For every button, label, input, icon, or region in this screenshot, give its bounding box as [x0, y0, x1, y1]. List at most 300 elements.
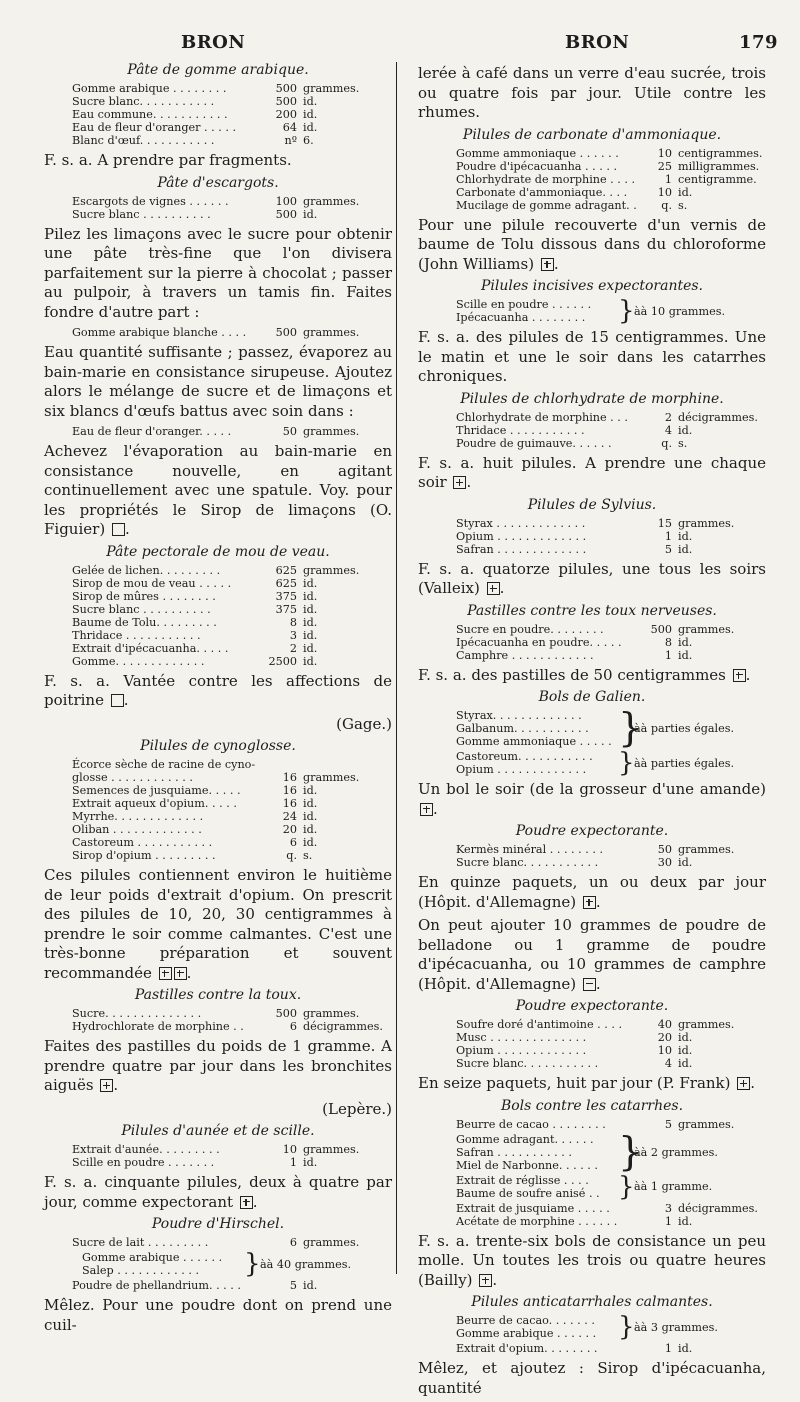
ingredient-unit: grammes. [303, 1143, 360, 1156]
page-number: 179 [739, 32, 779, 53]
ingredient-quantity: 100 [275, 194, 297, 208]
ingredient-unit: centigrammes. [678, 146, 763, 160]
ingredient-unit: id. [303, 589, 318, 603]
ingredient-unit: grammes. [678, 1117, 735, 1131]
ingredient-quantity: 10 [657, 146, 672, 160]
ingredient-quantity [259, 758, 303, 771]
ingredient-name: Poudre de phellandrium. . . . . [72, 1279, 241, 1292]
ingredient-row [418, 437, 766, 450]
instruction-text-span: Un bol le soir (de la grosseur d'une amande) [418, 780, 766, 798]
ingredient-name: Chlorhydrate de morphine . . . [456, 410, 628, 424]
grouped-ingredient-names [44, 1251, 244, 1277]
ingredient-unit: id. [678, 1214, 693, 1228]
ingredient-unit: id. [303, 576, 318, 590]
ingredient-name: Scille en poudre . . . . . . [456, 298, 592, 311]
boxed-plus-icon [737, 1077, 750, 1090]
ingredient-name: Castoreum. . . . . . . . . . . [456, 750, 593, 763]
ingredient-quantity: 375 [275, 602, 297, 616]
ingredient-name: Écorce sèche de racine de cyno- [72, 758, 256, 771]
ingredient-unit: grammes. [678, 1018, 735, 1031]
ingredient-unit: grammes. [303, 425, 360, 438]
ingredient-name: Poudre de guimauve. . . . . . [456, 436, 612, 450]
ingredient-row [44, 642, 392, 655]
ingredient-name: Sucre blanc. . . . . . . . . . . [72, 95, 215, 108]
brace-icon: } [244, 1249, 261, 1279]
ingredient-name: Sucre blanc. . . . . . . . . . . [456, 856, 599, 869]
instruction-text-span: En seize paquets, huit par jour (P. Frank) [418, 1074, 731, 1092]
ingredient-row [44, 771, 392, 784]
ingredient-quantity: 1 [664, 1342, 672, 1355]
ingredient-unit: 6. [303, 134, 314, 147]
instruction-text: Mêlez. Pour une poudre dont on prend une cuil- [44, 1296, 392, 1334]
instruction-text-span: En quinze paquets, un ou deux par jour (Hôpit. d'Allemagne) [418, 873, 766, 911]
ingredient-name: Sucre en poudre. . . . . . . . [456, 622, 604, 636]
ingredient-row [44, 629, 392, 642]
ingredient-quantity: 8 [289, 615, 297, 629]
grouped-ingredient-names [418, 1174, 618, 1200]
grouped-ingredient-names [418, 709, 618, 748]
ingredient-unit: grammes. [678, 516, 735, 530]
ingredient-row [418, 1044, 766, 1057]
ingredient-row [44, 823, 392, 836]
ingredient-quantity: 16 [282, 771, 297, 784]
ingredient-name: Thridace . . . . . . . . . . . [72, 628, 201, 642]
ingredient-row [418, 636, 766, 649]
ingredient-name: Chlorhydrate de morphine . . . . [456, 172, 636, 186]
instruction-text: Ces pilules contiennent environ le huitième de leur poids d'extrait d'opium. On prescrit des pilules de 10, 20, 30 centigrammes à prendre le soir comme calmantes. C'est une très-bonne préparation et souvent recommandée . [44, 866, 392, 982]
instruction-text: F. s. a. quatorze pilules, une tous les soirs (Valleix) . [418, 559, 766, 597]
ingredient-list [418, 1202, 766, 1228]
ingredient-quantity: 6 [289, 1236, 297, 1249]
running-head-left: BRON [181, 32, 246, 53]
ingredient-unit: décigrammes. [303, 1020, 383, 1033]
ingredient-row [44, 326, 392, 339]
ingredient-quantity: 4 [664, 423, 672, 437]
ingredient-quantity: 6 [289, 1020, 297, 1033]
ingredient-list [44, 195, 392, 221]
ingredient-row [418, 649, 766, 662]
ingredient-unit: id. [303, 654, 318, 668]
ingredient-quantity: 25 [657, 159, 672, 173]
ingredient-quantity: q. [661, 198, 672, 212]
recipe-title: Pastilles contre la toux. [134, 987, 302, 1003]
ingredient-unit: milligrammes. [678, 159, 760, 173]
ingredient-quantity: 24 [282, 810, 297, 823]
ingredient-quantity: 15 [657, 516, 672, 530]
ingredient-list [44, 82, 392, 147]
ingredient-row [44, 82, 392, 95]
ingredient-name: Beurre de cacao. . . . . . . [456, 1314, 595, 1327]
ingredient-unit: grammes. [303, 1007, 360, 1020]
ingredient-row [418, 856, 766, 869]
instruction-text: Mêlez, et ajoutez : Sirop d'ipécacuanha, quantité [418, 1359, 766, 1397]
ingredient-quantity: 375 [275, 589, 297, 603]
ingredient-list [44, 1143, 392, 1169]
instruction-text: Pour une pilule recouverte d'un vernis de baume de Tolu dissous dans du chloroforme (John Williams) . [418, 215, 766, 273]
ingredient-row [44, 797, 392, 810]
ingredient-quantity: 10 [282, 1143, 297, 1156]
ingredient-name: Blanc d'œuf. . . . . . . . . . . [72, 134, 215, 147]
ingredient-unit: s. [303, 849, 313, 862]
ingredient-name: Sucre blanc . . . . . . . . . . [72, 207, 211, 221]
instruction-text: F. s. a. Vantée contre les affections de poitrine . [44, 671, 392, 709]
ingredient-unit: id. [678, 185, 693, 199]
ingredient-unit: id. [678, 542, 693, 556]
ingredient-name: Thridace . . . . . . . . . . . [456, 423, 585, 437]
ingredient-unit: grammes. [303, 326, 360, 339]
ingredient-quantity: nº [284, 134, 297, 147]
ingredient-quantity: 1 [289, 1156, 297, 1169]
grouped-ingredient-names [418, 298, 618, 324]
ingredient-quantity: q. [661, 436, 672, 450]
ingredient-unit: id. [303, 628, 318, 642]
ingredient-name: Gomme arabique blanche . . . . [72, 326, 247, 339]
ingredient-quantity: 500 [275, 82, 297, 95]
recipe-title: Pilules anticatarrhales calmantes. [471, 1294, 713, 1310]
recipe-title: Pilules incisives expectorantes. [480, 278, 704, 294]
ingredient-name: Galbanum. . . . . . . . . . . [456, 722, 589, 735]
boxed-plus-icon [453, 476, 466, 489]
ingredient-row [44, 564, 392, 577]
ingredient-name: Sucre blanc . . . . . . . . . . [72, 602, 211, 616]
instruction-text: F. s. a. cinquante pilules, deux à quatre par jour, comme expectorant . [44, 1173, 392, 1211]
instruction-text: F. s. a. des pilules de 15 centigrammes. Une le matin et une le soir dans les catarrhes chroniques. [418, 328, 766, 385]
ingredient-unit: id. [678, 529, 693, 543]
ingredient-unit: id. [303, 602, 318, 616]
ingredient-group [418, 706, 766, 751]
ingredient-row [418, 543, 766, 556]
ingredient-quantity: 2 [289, 641, 297, 655]
ingredient-row [44, 616, 392, 629]
ingredient-row [44, 195, 392, 208]
instruction-text: Un bol le soir (de la grosseur d'une amande) . [418, 780, 766, 818]
ingredient-quantity: 5 [664, 542, 672, 556]
ingredient-unit [303, 758, 392, 771]
ingredient-quantity: 10 [657, 185, 672, 199]
recipe-title: Pilules de carbonate d'ammoniaque. [462, 126, 722, 143]
ingredient-unit: id. [303, 1279, 318, 1292]
ingredient-unit: id. [303, 836, 318, 849]
ingredient-group [418, 1129, 766, 1175]
ingredient-row [418, 1118, 766, 1131]
column-divider [396, 62, 397, 1274]
ingredient-row [44, 1236, 392, 1249]
ingredient-row [418, 1057, 766, 1070]
recipe-title: Bols contre les catarrhes. [500, 1097, 684, 1114]
ingredient-list [44, 564, 392, 668]
ingredient-name: Styrax. . . . . . . . . . . . . [456, 709, 582, 722]
ingredient-unit: grammes. [303, 82, 360, 95]
ingredient-name: Opium . . . . . . . . . . . . . [456, 763, 587, 776]
ingredient-unit: id. [303, 108, 318, 121]
ingredient-list [44, 326, 392, 339]
brace-icon: } [618, 748, 635, 778]
ingredient-name: Extrait de jusquiame . . . . . [456, 1201, 610, 1215]
ingredient-unit: grammes. [303, 1236, 360, 1249]
ingredient-row [44, 121, 392, 134]
instruction-text: On peut ajouter 10 grammes de poudre de belladone ou 1 gramme de poudre d'ipécacuanha, ou 10 grammes de camphre (Hôpit. d'Allemagne) . [418, 916, 766, 993]
ingredient-name: Gomme ammoniaque . . . . . [456, 735, 612, 748]
ingredient-row [44, 425, 392, 438]
ingredient-name: Escargots de vignes . . . . . . [72, 194, 229, 208]
ingredient-row [44, 784, 392, 797]
group-quantity: àà parties égales. [634, 722, 735, 735]
ingredient-quantity: 4 [664, 1057, 672, 1070]
instruction-text: F. s. a. des pastilles de 50 centigrammes . [418, 665, 751, 684]
ingredient-name: Gelée de lichen. . . . . . . . . [72, 563, 221, 577]
brace-icon: } [618, 296, 635, 326]
ingredient-name: Baume de Tolu. . . . . . . . . [72, 615, 217, 629]
ingredient-name: Ipécacuanha en poudre. . . . . [456, 635, 622, 649]
boxed-plus-icon [174, 967, 187, 980]
ingredient-row [418, 173, 766, 186]
boxed-plus-icon [159, 967, 172, 980]
ingredient-list [418, 517, 766, 556]
ingredient-quantity: 50 [282, 425, 297, 438]
ingredient-name: Baume de soufre anisé . . [456, 1186, 600, 1200]
ingredient-list [418, 147, 766, 212]
ingredient-quantity: 5 [289, 1279, 297, 1292]
ingredient-quantity: 40 [657, 1018, 672, 1031]
ingredient-unit: id. [303, 121, 318, 134]
ingredient-name: Myrrhe. . . . . . . . . . . . . [72, 810, 204, 823]
ingredient-quantity: 10 [657, 1044, 672, 1057]
instruction-text: F. s. a. trente-six bols de consistance un peu molle. Un toutes les trois ou quatre heures (Bailly) . [418, 1231, 766, 1289]
boxed-plus-icon [733, 669, 746, 682]
instruction-text: Faites des pastilles du poids de 1 gramme. A prendre quatre par jour dans les bronchites aiguës . [44, 1037, 392, 1094]
group-quantity: àà 2 grammes. [634, 1145, 718, 1159]
ingredient-unit: id. [678, 1057, 693, 1070]
author-attribution: (Lepère.) [322, 1099, 392, 1118]
boxed-plus-icon [487, 582, 500, 595]
ingredient-list [44, 1236, 392, 1249]
instruction-text-span: F. s. a. quatorze pilules, une tous les soirs (Valleix) [418, 559, 766, 597]
ingredient-row [418, 530, 766, 543]
left-column [44, 60, 392, 1339]
recipe-title: Pilules de Sylvius. [527, 496, 657, 513]
recipe-title: Poudre expectorante. [515, 998, 669, 1014]
ingredient-row [418, 1215, 766, 1228]
running-head-right: BRON [565, 32, 630, 53]
ingredient-row [418, 1342, 766, 1355]
ingredient-name: Kermès minéral . . . . . . . . [456, 843, 604, 856]
ingredient-row [44, 1156, 392, 1169]
ingredient-name: Sirop d'opium . . . . . . . . . [72, 849, 216, 862]
ingredient-quantity: 500 [275, 207, 297, 221]
brace-icon: } [618, 706, 643, 751]
ingredient-list [44, 1279, 392, 1292]
ingredient-row [418, 186, 766, 199]
ingredient-row [418, 517, 766, 530]
ingredient-row [44, 655, 392, 668]
ingredient-unit: grammes. [678, 622, 735, 636]
instruction-text-span: Achevez l'évaporation au bain-marie en consistance nouvelle, en agitant continuellement avec une spatule. Voy. pour les propriétés le Sirop de limaçons (O. Figuier) [44, 442, 392, 538]
recipe-title: Pilules de cynoglosse. [140, 738, 296, 754]
ingredient-name: Gomme ammoniaque . . . . . . [456, 146, 619, 160]
ingredient-name: Opium . . . . . . . . . . . . . [456, 1044, 587, 1057]
ingredient-group [44, 1251, 392, 1277]
ingredient-quantity: 3 [289, 628, 297, 642]
instruction-text-span: F. s. a. Vantée contre les affections de poitrine [44, 671, 392, 709]
recipe-title: Pilules d'aunée et de scille. [121, 1123, 315, 1139]
ingredient-name: Soufre doré d'antimoine . . . . [456, 1018, 623, 1031]
ingredient-row [44, 577, 392, 590]
ingredient-quantity: 500 [275, 95, 297, 108]
ingredient-unit: id. [678, 856, 693, 869]
boxed-plus-icon [420, 803, 433, 816]
ingredient-row [44, 836, 392, 849]
ingredient-row [418, 160, 766, 173]
ingredient-name: Camphre . . . . . . . . . . . . [456, 648, 594, 662]
ingredient-unit: centigramme. [678, 172, 757, 186]
ingredient-quantity: 2 [664, 410, 672, 424]
right-column [418, 60, 766, 1402]
ingredient-group [418, 1314, 766, 1340]
ingredient-name: Castoreum . . . . . . . . . . . [72, 836, 213, 849]
ingredient-name: Gomme arabique . . . . . . . . [72, 82, 227, 95]
ingredient-row [44, 1020, 392, 1033]
instruction-text-span: F. s. a. cinquante pilules, deux à quatre par jour, comme expectorant [44, 1173, 392, 1211]
ingredient-name: Salep . . . . . . . . . . . . [82, 1264, 200, 1277]
ingredient-quantity: 30 [657, 856, 672, 869]
ingredient-row [418, 411, 766, 424]
ingredient-unit: grammes. [303, 771, 360, 784]
ingredient-row [44, 810, 392, 823]
instruction-text-span: Faites des pastilles du poids de 1 gramme. A prendre quatre par jour dans les bronchites aiguës [44, 1037, 392, 1094]
ingredient-row [44, 95, 392, 108]
ingredient-row [418, 1031, 766, 1044]
ingredient-name: Ipécacuanha . . . . . . . . [456, 311, 586, 324]
ingredient-row [418, 843, 766, 856]
ingredient-name: Safran . . . . . . . . . . . [456, 1145, 572, 1159]
ingredient-group [418, 750, 766, 776]
ingredient-quantity: 16 [282, 784, 297, 797]
ingredient-unit: id. [303, 823, 318, 836]
ingredient-unit: id. [678, 1342, 693, 1355]
ingredient-name: Eau de fleur d'oranger . . . . . [72, 121, 237, 134]
ingredient-unit: id. [678, 1031, 693, 1044]
instruction-text: Achevez l'évaporation au bain-marie en consistance nouvelle, en agitant continuellement avec une spatule. Voy. pour les propriétés le Sirop de limaçons (O. Figuier) . [44, 442, 392, 538]
boxed-plus-icon [100, 1079, 113, 1092]
ingredient-unit: id. [303, 1156, 318, 1169]
ingredient-unit: id. [303, 615, 318, 629]
ingredient-group [418, 298, 766, 324]
ingredient-unit: id. [303, 641, 318, 655]
instruction-text: F. s. a. A prendre par fragments. [44, 151, 292, 169]
ingredient-name: Sucre blanc. . . . . . . . . . . [456, 1057, 599, 1070]
instruction-text: lerée à café dans un verre d'eau sucrée, trois ou quatre fois par jour. Utile contre les rhumes. [418, 64, 766, 121]
ingredient-unit: décigrammes. [678, 410, 758, 424]
ingredient-quantity: 625 [275, 563, 297, 577]
ingredient-quantity: 16 [282, 797, 297, 810]
ingredient-row [44, 1143, 392, 1156]
ingredient-quantity: 64 [282, 121, 297, 134]
ingredient-name: Poudre d'ipécacuanha . . . . . [456, 159, 618, 173]
group-quantity: àà 40 grammes. [260, 1257, 352, 1271]
ingredient-name: Opium . . . . . . . . . . . . . [456, 529, 587, 543]
ingredient-quantity: 6 [289, 836, 297, 849]
ingredient-quantity: 50 [657, 843, 672, 856]
ingredient-quantity: 500 [275, 1007, 297, 1020]
ingredient-row [44, 590, 392, 603]
grouped-ingredient-names [418, 1133, 618, 1172]
instruction-text-span: F. s. a. des pastilles de 50 centigrammes [418, 665, 726, 684]
ingredient-unit: id. [678, 1044, 693, 1057]
ingredient-row [418, 1018, 766, 1031]
recipe-title: Pâte d'escargots. [157, 174, 279, 191]
ingredient-unit: décigrammes. [678, 1201, 758, 1215]
ingredient-row [418, 147, 766, 160]
ingredient-quantity: 500 [275, 326, 297, 339]
boxed-plus-icon [541, 258, 554, 271]
ingredient-unit: grammes. [303, 194, 360, 208]
recipe-title: Poudre expectorante. [515, 823, 669, 839]
ingredient-unit: id. [303, 797, 318, 810]
recipe-title: Bols de Galien. [538, 689, 646, 705]
ingredient-unit: grammes. [303, 563, 360, 577]
ingredient-list [418, 623, 766, 662]
instruction-text-span: On peut ajouter 10 grammes de poudre de belladone ou 1 gramme de poudre d'ipécacuanha, ou 10 grammes de camphre (Hôpit. d'Allemagne) [418, 916, 766, 993]
grouped-ingredient-names [418, 1314, 618, 1340]
ingredient-row [44, 108, 392, 121]
instruction-text: Eau quantité suffisante ; passez, évaporez au bain-marie en consistance sirupeuse. Ajoutez alors le mélange de sucre et de limaçons et six blancs d'œufs battus avec soin dans : [44, 343, 392, 420]
recipe-title: Pastilles contre les toux nerveuses. [467, 602, 717, 619]
ingredient-unit: id. [678, 635, 693, 649]
recipe-title: Poudre d'Hirschel. [151, 1216, 285, 1232]
ingredient-row [44, 208, 392, 221]
ingredient-name: Extrait d'aunée. . . . . . . . . [72, 1143, 220, 1156]
instruction-text-span: Ces pilules contiennent environ le huitième de leur poids d'extrait d'opium. On prescrit des pilules de 10, 20, 30 centigrammes à prendre le soir comme calmantes. C'est une très-bonne préparation et souvent recommandée [44, 866, 392, 982]
ingredient-row [44, 758, 392, 771]
ingredient-name: Carbonate d'ammoniaque. . . . [456, 185, 628, 199]
brace-icon: } [618, 1312, 635, 1342]
ingredient-list [418, 1118, 766, 1131]
instruction-text: En seize paquets, huit par jour (P. Frank) . [418, 1074, 756, 1092]
ingredient-name: Semences de jusquiame. . . . . [72, 784, 241, 797]
ingredient-group [418, 1171, 766, 1202]
ingredient-name: Styrax . . . . . . . . . . . . . [456, 516, 586, 530]
ingredient-list [44, 1007, 392, 1033]
ingredient-name: Oliban . . . . . . . . . . . . . [72, 823, 202, 836]
group-quantity: àà 3 grammes. [634, 1320, 718, 1334]
ingredient-name: Scille en poudre . . . . . . . [72, 1156, 215, 1169]
ingredient-name: Extrait de réglisse . . . . [456, 1173, 589, 1187]
ingredient-row [44, 1279, 392, 1292]
ingredient-unit: s. [678, 436, 688, 450]
ingredient-quantity: 625 [275, 576, 297, 590]
ingredient-quantity: 1 [664, 529, 672, 543]
recipe-title: Pâte pectorale de mou de veau. [106, 543, 330, 560]
ingredient-quantity: 20 [282, 823, 297, 836]
ingredient-unit: id. [303, 207, 318, 221]
recipe-title: Pilules de chlorhydrate de morphine. [460, 390, 724, 407]
ingredient-row [44, 849, 392, 862]
ingredient-quantity: 20 [657, 1031, 672, 1044]
ingredient-quantity: 1 [664, 1214, 672, 1228]
instruction-text: Pilez les limaçons avec le sucre pour obtenir une pâte très-fine que l'on divisera parfaitement sur la pierre à chocolat ; passer au pulpoir, à travers un tamis fin. Faites fondre d'autre part : [44, 224, 392, 321]
ingredient-unit: id. [303, 810, 318, 823]
instruction-text-span: Pour une pilule recouverte d'un vernis de baume de Tolu dissous dans du chloroforme (John Williams) [418, 215, 766, 273]
group-quantity: àà 1 gramme. [634, 1180, 713, 1193]
instruction-text: En quinze paquets, un ou deux par jour (Hôpit. d'Allemagne) . [418, 873, 766, 911]
ingredient-list [418, 411, 766, 450]
group-quantity: àà parties égales. [634, 756, 735, 770]
group-quantity: àà 10 grammes. [634, 304, 726, 318]
boxed-plus-icon [240, 1196, 253, 1209]
ingredient-name: Sucre. . . . . . . . . . . . . . [72, 1007, 202, 1020]
ingredient-quantity: 8 [664, 635, 672, 649]
ingredient-quantity: 1 [664, 172, 672, 186]
